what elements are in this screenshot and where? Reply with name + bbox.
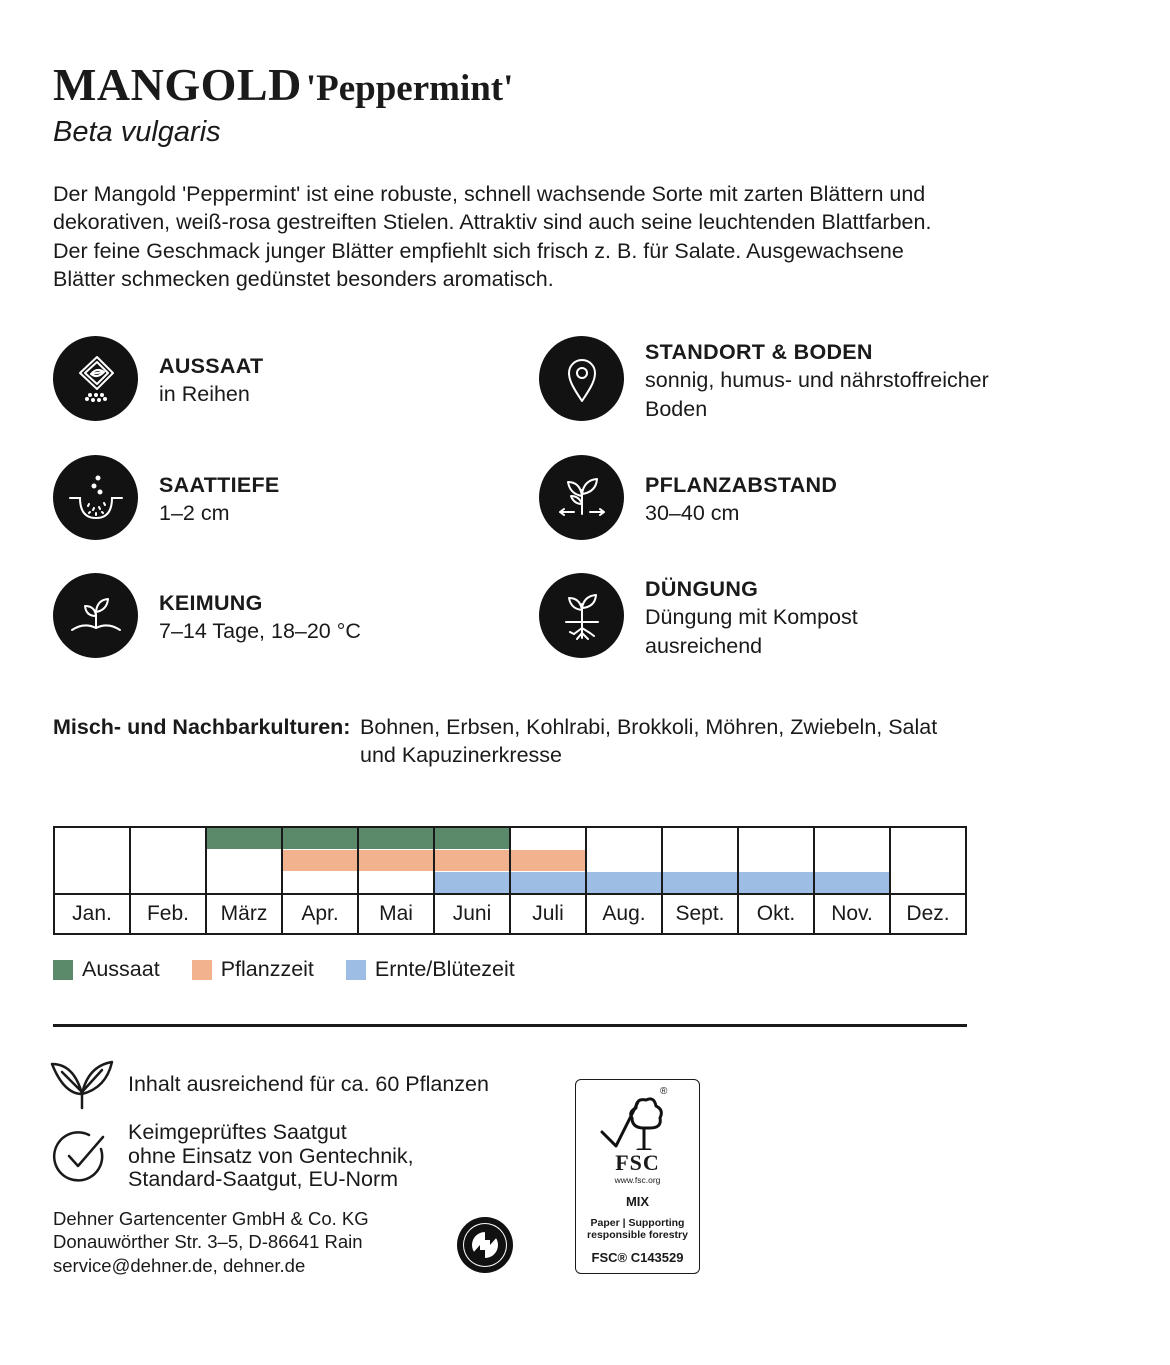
calendar-month [55,828,131,933]
calendar-month [891,828,965,933]
calendar-month [815,828,891,933]
seed-packet-icon [53,336,138,421]
description-line: Der feine Geschmack junger Blätter empfiehlt sich frisch z. B. für Salate. Ausgewachsene [53,238,904,263]
feature-value: 1–2 cm [159,501,230,526]
companion-list: und Kapuzinerkresse [360,743,562,767]
product-description [53,180,1053,293]
feature-value: Boden [645,396,708,421]
product-name: MANGOLD [53,59,302,110]
content-info [128,1073,489,1097]
legend-plant [192,957,314,982]
calendar-bar-sow [207,828,281,849]
legend-label: Ernte/Blütezeit [374,957,515,981]
legend-sow [53,957,160,982]
calendar-bar-plant [511,850,585,871]
address-line: service@dehner.de, dehner.de [53,1254,306,1276]
checkmark-circle-icon [51,1127,109,1185]
feature-title: KEIMUNG [159,591,263,615]
certification-line: Keimgeprüftes Saatgut [128,1120,347,1144]
legend-label: Pflanzzeit [220,957,314,981]
description-line: Der Mangold 'Peppermint' ist eine robuste, schnell wachsende Sorte mit zarten Blättern und [53,182,926,206]
plant-spacing-icon [539,455,624,540]
company-address [53,1207,369,1277]
product-title [53,58,513,111]
month-label: Jan. [55,893,129,933]
leaves-icon [48,1058,116,1110]
feature-standort [539,336,989,423]
calendar-bar-plant [283,850,357,871]
calendar-bar-plant [359,850,433,871]
calendar-bar-harvest [739,872,813,893]
month-label: Feb. [131,893,205,933]
sowing-calendar [53,826,967,935]
calendar-bar-sow [283,828,357,849]
fsc-type: MIX [625,1194,650,1209]
content-text: Inhalt ausreichend für ca. 60 Pflanzen [128,1072,489,1096]
fsc-claim-line: Paper | Supporting [590,1217,685,1229]
description-line: Blätter schmecken gedünstet besonders aromatisch. [53,266,554,291]
calendar-bar-sow [435,828,509,849]
fsc-name: FSC [615,1150,660,1175]
certification-info [128,1121,414,1192]
feature-value: sonnig, humus- und nährstoffreicher [645,368,989,393]
month-label: Apr. [283,893,357,933]
calendar-bar-harvest [435,872,509,893]
location-pin-icon [539,336,624,421]
certification-line: ohne Einsatz von Gentechnik, [128,1143,414,1168]
feature-saattiefe [53,455,280,540]
calendar-bar-sow [359,828,433,849]
legend-swatch [346,960,366,980]
month-label: Aug. [587,893,661,933]
month-label: Okt. [739,893,813,933]
feature-value: ausreichend [645,633,763,658]
calendar-bar-harvest [663,872,737,893]
feature-aussaat [53,336,263,421]
calendar-month [207,828,283,933]
month-label: Nov. [815,893,889,933]
month-label: Sept. [663,893,737,933]
month-label: Dez. [891,893,965,933]
companion-list: Bohnen, Erbsen, Kohlrabi, Brokkoli, Möhren, Zwiebeln, Salat [360,715,938,739]
green-dot-icon [456,1216,514,1274]
feature-value: Düngung mit Kompost [645,605,858,630]
feature-value: 30–40 cm [645,501,740,526]
calendar-month [131,828,207,933]
feature-value: 7–14 Tage, 18–20 °C [159,619,361,644]
calendar-month [663,828,739,933]
latin-name: Beta vulgaris [53,116,221,148]
calendar-bar-harvest [511,872,585,893]
feature-title: SAATTIEFE [159,473,280,497]
plant-roots-icon [539,573,624,658]
month-label: März [207,893,281,933]
feature-title: AUSSAAT [159,354,264,378]
calendar-bar-harvest [815,872,889,893]
legend-swatch [53,960,73,980]
seed-depth-icon [53,455,138,540]
month-label: Juli [511,893,585,933]
fsc-claim-line: responsible forestry [587,1229,688,1241]
divider [53,1024,967,1027]
sprout-icon [53,573,138,658]
calendar-month [435,828,511,933]
feature-keimung [53,573,361,658]
companion-label: Misch- und Nachbarkulturen: [53,715,351,739]
legend-swatch [192,960,212,980]
fsc-url: www.fsc.org [614,1175,661,1185]
feature-pflanzabstand [539,455,837,540]
calendar-month [739,828,815,933]
calendar-bar-plant [435,850,509,871]
fsc-tree-icon [598,1088,670,1150]
month-label: Juni [435,893,509,933]
feature-duengung [539,573,858,660]
certification-line: Standard-Saatgut, EU-Norm [128,1167,399,1191]
feature-title: DÜNGUNG [645,577,759,601]
address-line: Dehner Gartencenter GmbH & Co. KG [53,1208,369,1229]
description-line: dekorativen, weiß-rosa gestreiften Stielen. Attraktiv sind auch seine leuchtenden Blattfarben. [53,210,932,235]
fsc-code: FSC® C143529 [591,1250,684,1265]
calendar-legend [53,957,547,982]
calendar-month [283,828,359,933]
fsc-registered: ® [660,1086,668,1097]
product-variety: 'Peppermint' [305,68,514,109]
calendar-month [511,828,587,933]
feature-title: STANDORT & BODEN [645,340,873,364]
month-label: Mai [359,893,433,933]
calendar-month [359,828,435,933]
feature-value: in Reihen [159,382,250,407]
feature-title: PFLANZABSTAND [645,473,838,497]
address-line: Donauwörther Str. 3–5, D-86641 Rain [53,1231,363,1253]
calendar-bar-harvest [587,872,661,893]
calendar-month [587,828,663,933]
legend-label: Aussaat [82,957,160,981]
legend-harvest [346,957,515,982]
fsc-label [575,1079,700,1274]
